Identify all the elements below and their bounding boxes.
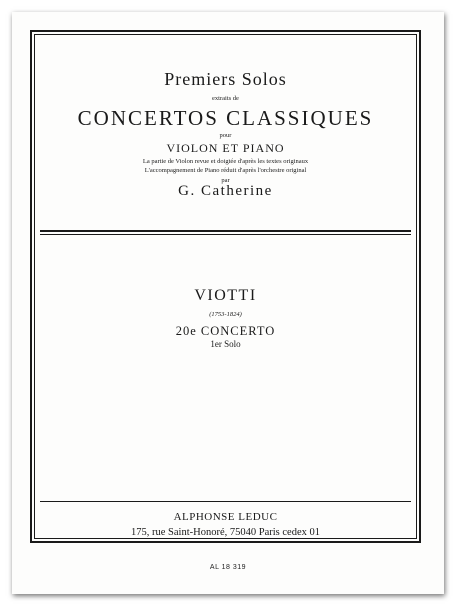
main-title: CONCERTOS CLASSIQUES (77, 106, 374, 130)
publisher-divider (40, 501, 411, 502)
cover-frame-inner-border (34, 34, 417, 539)
editor-name: G. Catherine (178, 183, 273, 199)
extraits-label: extraits de (212, 95, 239, 102)
par-label: par (221, 177, 230, 184)
header-divider-thin (40, 234, 411, 235)
series-title: Premiers Solos (164, 69, 287, 89)
instruments-label: VIOLON ET PIANO (166, 141, 285, 155)
header-divider (40, 230, 411, 232)
publisher-name: ALPHONSE LEDUC (173, 511, 278, 523)
composer-dates: (1753-1824) (209, 311, 242, 318)
catalog-number: AL 18 319 (209, 564, 247, 571)
composer-name: VIOTTI (194, 287, 257, 304)
publisher-address: 175, rue Saint-Honoré, 75040 Paris cedex 01 (131, 527, 320, 538)
work-title: 20e CONCERTO (175, 324, 276, 338)
piano-edition-note: L'accompagnement de Piano réduit d'après l'orchestre original (144, 167, 307, 174)
pour-label: pour (219, 132, 232, 139)
movement-label: 1er Solo (210, 339, 241, 349)
violin-edition-note: La partie de Violon revue et doigtée d'après les textes originaux (142, 158, 309, 165)
score-cover (12, 12, 444, 594)
cover-frame (30, 30, 421, 543)
